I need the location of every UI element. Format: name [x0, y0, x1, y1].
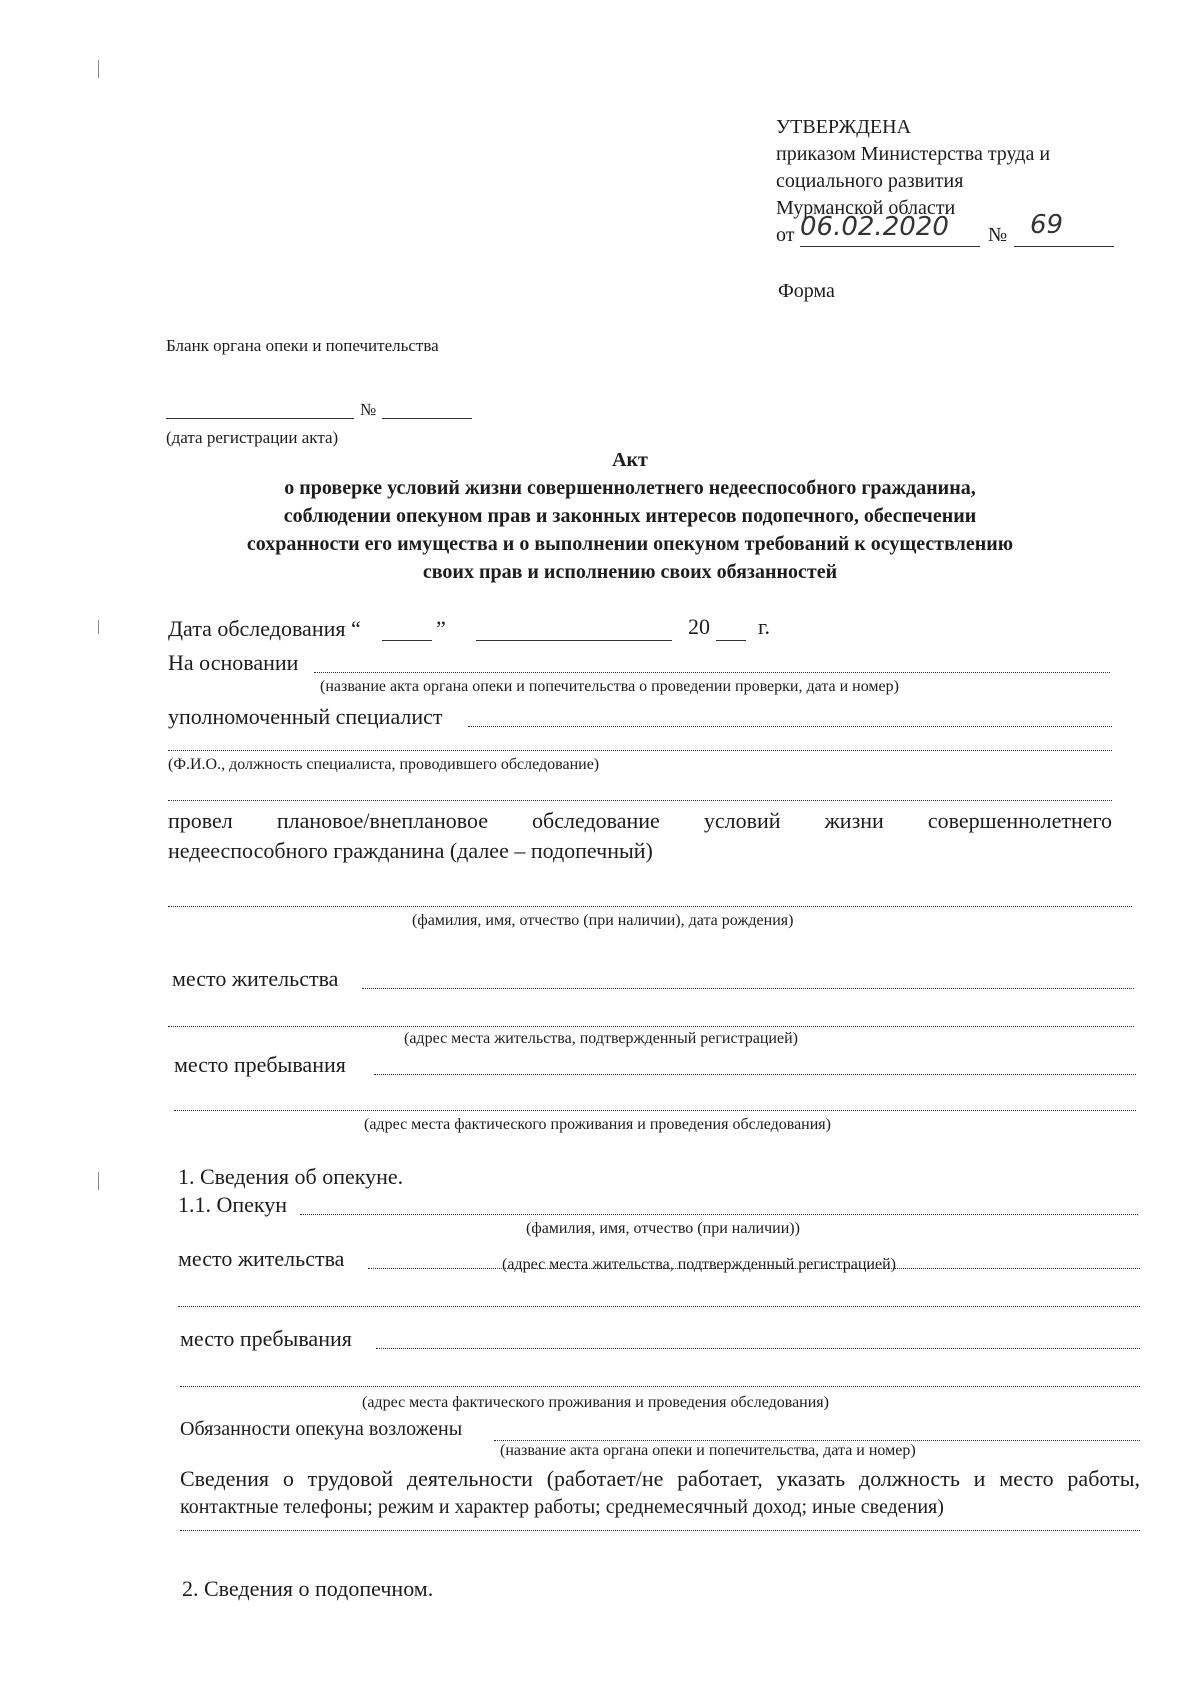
section1-heading: 1. Сведения об опекуне.: [178, 1164, 404, 1189]
basis-line: [314, 672, 1110, 673]
approval-line1: приказом Министерства труда и: [776, 143, 1051, 165]
specialist-caption: (Ф.И.О., должность специалиста, проводившего обследование): [168, 756, 600, 773]
act-title-word: Акт: [612, 449, 648, 471]
number-underline: [1014, 246, 1114, 247]
survey-year-suffix: г.: [758, 614, 771, 639]
survey-year-prefix: 20: [688, 614, 710, 639]
specialist-line-3: [168, 800, 1112, 801]
guardian-residence-caption: (адрес места жительства, подтвержденный регистрацией): [502, 1256, 896, 1273]
approval-line2: социального развития: [776, 170, 964, 192]
specialist-label: уполномоченный специалист: [168, 704, 443, 729]
act-title-line4: своих прав и исполнению своих обязанностей: [422, 561, 838, 583]
reg-date-line: [166, 418, 354, 419]
approval-date-prefix: от: [776, 224, 795, 246]
blank-org-label: Бланк органа опеки и попечительства: [166, 336, 439, 355]
guardian-residence-label: место жительства: [178, 1246, 345, 1271]
guardian-stay-label: место пребывания: [180, 1326, 352, 1351]
reg-caption: (дата регистрации акта): [166, 428, 339, 447]
reg-number-line: [382, 418, 472, 419]
scan-mark: [98, 1172, 99, 1190]
ward-fio-line: [168, 906, 1132, 907]
duties-line: [494, 1440, 1140, 1441]
guardian-caption: (фамилия, имя, отчество (при наличии)): [526, 1220, 800, 1237]
specialist-line-2: [168, 750, 1112, 751]
duties-caption: (название акта органа опеки и попечительства, дата и номер): [500, 1442, 916, 1459]
conducted-line1: провел плановое/внеплановое обследование условий жизни совершеннолетнего: [168, 808, 1112, 833]
work-info-line: [180, 1530, 1140, 1531]
reg-number-sign: №: [360, 400, 377, 419]
residence-line-2: [168, 1026, 1134, 1027]
basis-label: На основании: [168, 650, 299, 675]
guardian-label: 1.1. Опекун: [178, 1192, 288, 1217]
survey-date-label: Дата обследования “: [168, 616, 361, 641]
approval-title: УТВЕРЖДЕНА: [776, 116, 912, 138]
specialist-line: [468, 726, 1112, 727]
survey-year-line: [716, 640, 746, 641]
survey-day-line: [382, 640, 432, 641]
stay-line-2: [174, 1110, 1136, 1111]
scan-mark: [98, 620, 99, 634]
guardian-stay-caption: (адрес места фактического проживания и проведения обследования): [362, 1394, 829, 1411]
basis-caption: (название акта органа опеки и попечительства о проведении проверки, дата и номер): [320, 678, 899, 695]
residence-line: [362, 988, 1134, 989]
residence-caption: (адрес места жительства, подтвержденный регистрацией): [404, 1030, 798, 1047]
stay-label: место пребывания: [174, 1052, 346, 1077]
residence-label: место жительства: [172, 966, 339, 991]
act-title-line1: о проверке условий жизни совершеннолетнего недееспособного гражданина,: [284, 477, 976, 499]
work-info-line2: контактные телефоны; режим и характер работы; среднемесячный доход; иные сведения): [180, 1496, 944, 1518]
section2-heading: 2. Сведения о подопечном.: [182, 1576, 434, 1601]
guardian-line: [300, 1214, 1138, 1215]
form-label: Форма: [778, 280, 835, 302]
survey-date-quote: ”: [436, 616, 446, 641]
scan-mark: [98, 60, 99, 78]
survey-month-line: [476, 640, 672, 641]
act-title-line2: соблюдении опекуном прав и законных интересов подопечного, обеспечении: [283, 505, 977, 527]
guardian-residence-line-2: [178, 1306, 1140, 1307]
conducted-line2: недееспособного гражданина (далее – подопечный): [168, 838, 653, 863]
duties-label: Обязанности опекуна возложены: [180, 1418, 463, 1440]
guardian-stay-line-2: [180, 1386, 1140, 1387]
approval-date-value: 06.02.2020: [800, 212, 949, 242]
guardian-stay-line: [376, 1348, 1140, 1349]
stay-caption: (адрес места фактического проживания и проведения обследования): [364, 1116, 831, 1133]
act-title-line3: сохранности его имущества и о выполнении опекуном требований к осуществлению: [246, 533, 1014, 555]
approval-number-value: 69: [1030, 210, 1064, 240]
date-underline: [800, 246, 980, 247]
approval-number-label: №: [988, 224, 1008, 246]
stay-line: [374, 1074, 1136, 1075]
act-title: [150, 446, 1110, 586]
ward-fio-caption: (фамилия, имя, отчество (при наличии), дата рождения): [412, 912, 794, 929]
approval-line3: Мурманской области: [776, 197, 956, 219]
work-info-line1: Сведения о трудовой деятельности (работает/не работает, указать должность и место работы,: [180, 1466, 1140, 1491]
